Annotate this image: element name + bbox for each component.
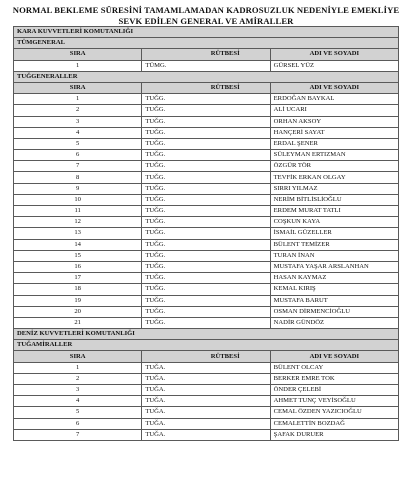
row-rank: TUĞA. [142,429,270,440]
title-line-2: SEVK EDİLEN GENERAL VE AMİRALLER [118,15,294,26]
row-number: 8 [14,172,142,183]
row-number: 19 [14,295,142,306]
table-row [14,60,399,71]
row-number: 9 [14,183,142,194]
row-number: 13 [14,228,142,239]
row-number: 21 [14,317,142,328]
group-header [14,71,399,82]
row-name: AHMET TUNÇ VEYİSOĞLU [270,396,398,407]
table-row [14,429,399,440]
row-rank: TUĞG. [142,94,270,105]
row-rank: TUĞA. [142,418,270,429]
row-rank: TUĞG. [142,317,270,328]
section-title: KARA KUVVETLERİ KOMUTANLIĞI [14,27,399,38]
row-name: SIRRI YILMAZ [270,183,398,194]
row-name: OSMAN DİRMENCİOĞLU [270,306,398,317]
table-row [14,194,399,205]
row-rank: TUĞG. [142,261,270,272]
row-rank: TUĞA. [142,373,270,384]
row-number: 2 [14,373,142,384]
row-rank: TUĞG. [142,306,270,317]
row-name: NADİR GÜNDÖZ [270,317,398,328]
table-row [14,261,399,272]
row-rank: TUĞG. [142,105,270,116]
row-rank: TUĞG. [142,206,270,217]
row-rank: TUĞA. [142,407,270,418]
table-row [14,418,399,429]
row-rank: TUĞG. [142,150,270,161]
table-row [14,150,399,161]
column-header-row [14,49,399,60]
table-row [14,284,399,295]
row-number: 11 [14,206,142,217]
row-name: TURAN İNAN [270,250,398,261]
row-name: MUSTAFA BARUT [270,295,398,306]
title-line-1: NORMAL BEKLEME SÜRESİNİ TAMAMLAMADAN KADROSUZLUK NEDENİYLE EMEKLİYE [12,5,400,15]
row-rank: TUĞG. [142,273,270,284]
row-number: 1 [14,94,142,105]
row-rank: TUĞG. [142,239,270,250]
row-name: HANÇERİ SAYAT [270,127,398,138]
table-row [14,127,399,138]
row-number: 4 [14,396,142,407]
row-name: ERDAL ŞENER [270,138,398,149]
table-row [14,105,399,116]
row-rank: TUĞG. [142,194,270,205]
group-title: TÜMGENERAL [14,38,399,49]
row-name: HASAN KAYMAZ [270,273,398,284]
table-row [14,362,399,373]
row-rank: TUĞG. [142,161,270,172]
table-row [14,306,399,317]
table-row [14,385,399,396]
row-rank: TUĞG. [142,172,270,183]
table-row [14,161,399,172]
row-rank: TUĞG. [142,295,270,306]
table-row [14,228,399,239]
row-number: 1 [14,362,142,373]
row-number: 12 [14,217,142,228]
row-name: ALİ UCARI [270,105,398,116]
row-number: 20 [14,306,142,317]
row-number: 5 [14,138,142,149]
row-number: 14 [14,239,142,250]
column-header-row [14,351,399,362]
row-name: ÖZGÜR TÖR [270,161,398,172]
column-header-sira: SIRA [14,82,142,93]
table-row [14,273,399,284]
column-header-sira: SIRA [14,351,142,362]
row-name: ORHAN AKSOY [270,116,398,127]
column-header-rutbe: RÜTBESİ [142,49,270,60]
column-header-ad: ADI VE SOYADI [270,351,398,362]
row-name: ERDOĞAN BAYKAL [270,94,398,105]
column-header-sira: SIRA [14,49,142,60]
row-name: CEMAL ÖZDEN YAZICIOĞLU [270,407,398,418]
row-number: 15 [14,250,142,261]
document-title [0,0,412,26]
column-header-rutbe: RÜTBESİ [142,351,270,362]
row-rank: TUĞG. [142,138,270,149]
row-rank: TUĞG. [142,217,270,228]
row-rank: TUĞG. [142,116,270,127]
row-rank: TUĞG. [142,250,270,261]
row-number: 5 [14,407,142,418]
table-row [14,396,399,407]
row-name: BÜLENT TEMİZER [270,239,398,250]
row-name: SÜLEYMAN ERTIZMAN [270,150,398,161]
row-number: 3 [14,116,142,127]
row-name: ŞAFAK DURUER [270,429,398,440]
table-row [14,183,399,194]
table-row [14,295,399,306]
section-header [14,329,399,340]
row-name: NERİM BİTLİSLİOĞLU [270,194,398,205]
row-number: 16 [14,261,142,272]
row-number: 2 [14,105,142,116]
row-number: 17 [14,273,142,284]
row-number: 6 [14,418,142,429]
row-name: BERKER EMRE TOK [270,373,398,384]
row-name: MUSTAFA YAŞAR ARSLANHAN [270,261,398,272]
row-rank: TUĞG. [142,183,270,194]
row-number: 18 [14,284,142,295]
row-name: CEMALETTİN BOZDAĞ [270,418,398,429]
table-row [14,407,399,418]
row-number: 7 [14,429,142,440]
row-number: 7 [14,161,142,172]
row-number: 6 [14,150,142,161]
section-header [14,27,399,38]
row-rank: TUĞA. [142,362,270,373]
row-rank: TÜMG. [142,60,270,71]
table-row [14,317,399,328]
row-name: BÜLENT OLCAY [270,362,398,373]
table-row [14,116,399,127]
table-row [14,250,399,261]
column-header-ad: ADI VE SOYADI [270,49,398,60]
row-name: GÜRSEL YÜZ [270,60,398,71]
table-row [14,94,399,105]
row-name: İSMAİL GÜZELLER [270,228,398,239]
table-row [14,373,399,384]
column-header-ad: ADI VE SOYADI [270,82,398,93]
row-number: 10 [14,194,142,205]
personnel-table-body [14,27,399,441]
row-number: 1 [14,60,142,71]
table-row [14,239,399,250]
section-title: DENİZ KUVVETLERİ KOMUTANLIĞI [14,329,399,340]
row-rank: TUĞA. [142,385,270,396]
table-row [14,206,399,217]
group-header [14,38,399,49]
row-name: KEMAL KIRIŞ [270,284,398,295]
column-header-row [14,82,399,93]
table-row [14,172,399,183]
row-rank: TUĞG. [142,127,270,138]
row-rank: TUĞG. [142,284,270,295]
table-row [14,138,399,149]
row-number: 3 [14,385,142,396]
column-header-rutbe: RÜTBESİ [142,82,270,93]
row-name: TEVFİK ERKAN OLGAY [270,172,398,183]
table-row [14,217,399,228]
row-name: ÖNDER ÇELEBİ [270,385,398,396]
row-name: COŞKUN KAYA [270,217,398,228]
group-title: TUĞGENERALLER [14,71,399,82]
row-number: 4 [14,127,142,138]
row-rank: TUĞG. [142,228,270,239]
personnel-table [13,26,399,441]
group-header [14,340,399,351]
group-title: TUĞAMİRALLER [14,340,399,351]
row-name: ERDEM MURAT TATLI [270,206,398,217]
row-rank: TUĞA. [142,396,270,407]
